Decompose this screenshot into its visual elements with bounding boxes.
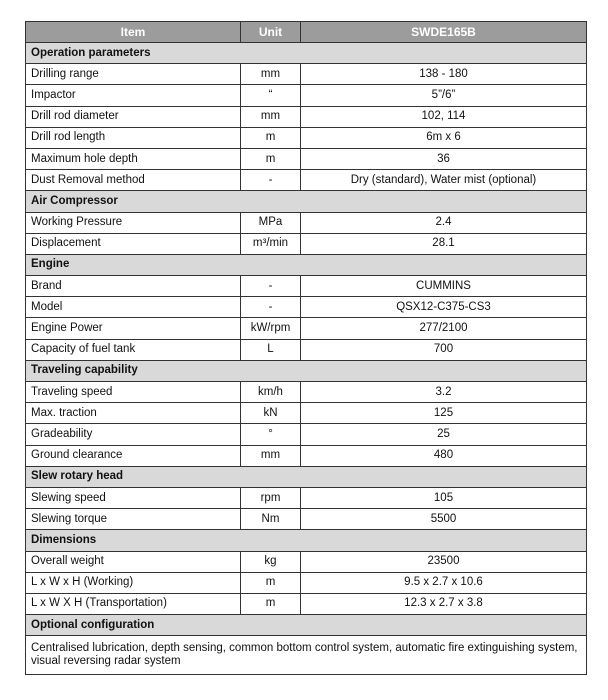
row-item: Max. traction	[26, 403, 241, 424]
table-row	[26, 487, 587, 508]
table-row	[26, 339, 587, 360]
section-title: Slew rotary head	[26, 466, 587, 487]
table-row	[26, 593, 587, 614]
section-traveling-capability	[26, 360, 587, 381]
row-item: Gradeability	[26, 424, 241, 445]
row-unit: rpm	[241, 487, 301, 508]
table-row	[26, 106, 587, 127]
row-unit: -	[241, 297, 301, 318]
row-unit: “	[241, 85, 301, 106]
section-title: Operation parameters	[26, 43, 587, 64]
row-item: Drill rod diameter	[26, 106, 241, 127]
table-row	[26, 382, 587, 403]
table-header-row	[26, 22, 587, 43]
row-item: Working Pressure	[26, 212, 241, 233]
row-value: 138 - 180	[301, 64, 587, 85]
row-item: L x W x H (Working)	[26, 572, 241, 593]
table-row	[26, 551, 587, 572]
section-title: Air Compressor	[26, 191, 587, 212]
spec-table	[25, 21, 587, 675]
row-value: 105	[301, 487, 587, 508]
row-item: Overall weight	[26, 551, 241, 572]
row-value: 700	[301, 339, 587, 360]
row-item: Model	[26, 297, 241, 318]
row-item: Slewing torque	[26, 509, 241, 530]
row-value: 25	[301, 424, 587, 445]
table-row	[26, 297, 587, 318]
row-value: 102, 114	[301, 106, 587, 127]
section-operation-parameters	[26, 43, 587, 64]
section-title: Optional configuration	[26, 615, 587, 636]
row-value: 2.4	[301, 212, 587, 233]
row-value: 277/2100	[301, 318, 587, 339]
row-unit: mm	[241, 445, 301, 466]
header-item: Item	[26, 22, 241, 43]
row-unit: kg	[241, 551, 301, 572]
row-item: L x W X H (Transportation)	[26, 593, 241, 614]
row-value: QSX12-C375-CS3	[301, 297, 587, 318]
row-value: 12.3 x 2.7 x 3.8	[301, 593, 587, 614]
optional-configuration-row	[26, 636, 587, 675]
row-value: 5”/6”	[301, 85, 587, 106]
row-value: 9.5 x 2.7 x 10.6	[301, 572, 587, 593]
row-item: Drill rod length	[26, 127, 241, 148]
row-value: 3.2	[301, 382, 587, 403]
row-value: Dry (standard), Water mist (optional)	[301, 170, 587, 191]
row-value: 23500	[301, 551, 587, 572]
row-unit: L	[241, 339, 301, 360]
row-item: Maximum hole depth	[26, 148, 241, 169]
row-item: Dust Removal method	[26, 170, 241, 191]
row-unit: m	[241, 148, 301, 169]
table-row	[26, 403, 587, 424]
row-unit: m	[241, 572, 301, 593]
row-value: 6m x 6	[301, 127, 587, 148]
section-air-compressor	[26, 191, 587, 212]
row-unit: m	[241, 127, 301, 148]
row-value: 28.1	[301, 233, 587, 254]
row-unit: km/h	[241, 382, 301, 403]
row-unit: m³/min	[241, 233, 301, 254]
table-row	[26, 318, 587, 339]
table-row	[26, 212, 587, 233]
row-value: 480	[301, 445, 587, 466]
section-slew-rotary-head	[26, 466, 587, 487]
row-item: Slewing speed	[26, 487, 241, 508]
row-item: Traveling speed	[26, 382, 241, 403]
row-unit: Nm	[241, 509, 301, 530]
row-value: CUMMINS	[301, 276, 587, 297]
row-item: Impactor	[26, 85, 241, 106]
section-dimensions	[26, 530, 587, 551]
section-title: Traveling capability	[26, 360, 587, 381]
row-value: 5500	[301, 509, 587, 530]
row-unit: mm	[241, 64, 301, 85]
table-row	[26, 64, 587, 85]
table-row	[26, 127, 587, 148]
row-unit: kW/rpm	[241, 318, 301, 339]
section-title: Dimensions	[26, 530, 587, 551]
section-engine	[26, 254, 587, 275]
section-title: Engine	[26, 254, 587, 275]
row-unit: -	[241, 170, 301, 191]
table-row	[26, 233, 587, 254]
row-item: Ground clearance	[26, 445, 241, 466]
row-value: 36	[301, 148, 587, 169]
optional-configuration-text: Centralised lubrication, depth sensing, common bottom control system, automatic fire extinguishing system, visual reversing radar system	[26, 636, 587, 675]
row-item: Drilling range	[26, 64, 241, 85]
row-unit: mm	[241, 106, 301, 127]
row-item: Brand	[26, 276, 241, 297]
spec-table-container	[25, 21, 586, 675]
table-row	[26, 572, 587, 593]
table-row	[26, 509, 587, 530]
header-unit: Unit	[241, 22, 301, 43]
row-unit: kN	[241, 403, 301, 424]
table-row	[26, 148, 587, 169]
row-item: Displacement	[26, 233, 241, 254]
table-row	[26, 85, 587, 106]
header-model: SWDE165B	[301, 22, 587, 43]
row-unit: MPa	[241, 212, 301, 233]
row-item: Capacity of fuel tank	[26, 339, 241, 360]
table-row	[26, 424, 587, 445]
table-body	[26, 43, 587, 675]
row-unit: -	[241, 276, 301, 297]
row-value: 125	[301, 403, 587, 424]
section-optional-configuration	[26, 615, 587, 636]
row-item: Engine Power	[26, 318, 241, 339]
table-row	[26, 170, 587, 191]
row-unit: m	[241, 593, 301, 614]
table-row	[26, 445, 587, 466]
table-row	[26, 276, 587, 297]
row-unit: °	[241, 424, 301, 445]
